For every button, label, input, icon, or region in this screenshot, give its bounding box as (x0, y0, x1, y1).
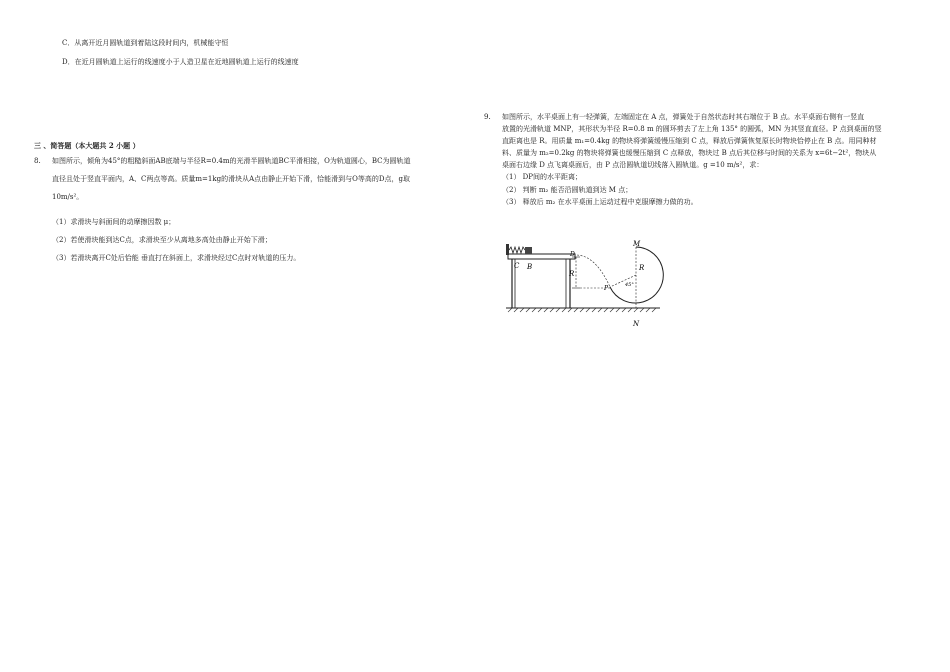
projectile-path (577, 255, 610, 287)
label-d: D (570, 251, 575, 258)
label-m: M (633, 240, 641, 248)
label-r-right: R (639, 264, 645, 272)
q8-number: 8. (34, 157, 41, 165)
option-d: D．在近月圆轨道上运行的线速度小于人造卫星在近地圆轨道上运行的线速度 (62, 58, 299, 66)
q9-sub3: （3） 释放后 m₂ 在水平桌面上运动过程中克服摩擦力做的功。 (502, 197, 698, 206)
section-title: 三 、简答题（本大题共 2 小题 ） (34, 141, 140, 150)
q8-line-2: 直径且处于竖直平面内，A、C两点等高。质量m=1kg的滑块从A点由静止开始下滑，恰能滑到与O等高的D点，g取 (52, 175, 410, 184)
q8-sub3: （3）若滑块离开C处后恰能 垂直打在斜面上，求滑块经过C点时对轨道的压力。 (52, 254, 301, 262)
spring (509, 247, 525, 253)
circular-track (610, 247, 663, 303)
q9-stem (502, 113, 932, 207)
q8-sub2: （2）若使滑块能到达C点，求滑块至少从离地多高处由静止开始下滑； (52, 236, 272, 244)
q9-line-4: 料、质量为 m₂=0.2kg 的物块将弹簧也缓慢压缩到 C 点释放，物块过 B 点后其位移与时间的关系为 x=6t−2t²，物块从 (502, 149, 877, 158)
option-c: C．从离开近月圆轨道到着陆这段时间内，机械能守恒 (62, 39, 229, 47)
q8-stem (52, 157, 472, 202)
label-b: B (527, 263, 533, 271)
q9-line-1: 如图所示，水平桌面上有一轻弹簧，左端固定在 A 点，弹簧处于自然状态时其右端位于 B 点。水平桌面右侧有一竖直 (502, 113, 865, 121)
label-angle: 45° (625, 282, 634, 288)
q8-line-3: 10m/s²。 (52, 193, 84, 202)
table-top (508, 254, 575, 259)
label-c: C (514, 262, 520, 270)
q8-sub1: （1）求滑块与斜面间的动摩擦因数 μ； (52, 218, 176, 226)
q9-number: 9. (484, 113, 491, 121)
label-n: N (633, 320, 640, 328)
label-p: P (604, 285, 609, 292)
block (525, 247, 532, 254)
q9-line-3: 直距离也是 R。用质量 m₁=0.4kg 的物块将弹簧缓慢压缩到 C 点，释放后弹簧恢复原长时物块恰停止在 B 点。用同种材 (502, 137, 877, 146)
spring-wall (506, 244, 509, 255)
q9-sub1: （1） DP间的水平距离； (502, 173, 583, 182)
q9-sub2: （2） 判断 m₂ 能否沿圆轨道到达 M 点； (502, 185, 633, 194)
q9-line-2: 放置的光滑轨道 MNP，其形状为半径 R=0.8 m 的圆环剪去了左上角 135° 的圆弧，MN 为其竖直直径。P 点到桌面的竖 (502, 125, 882, 134)
ground-hatching (508, 308, 656, 312)
q9-line-5: 桌面右边缘 D 点飞离桌面后，由 P 点沿圆轨道切线落入圆轨道。g =10 m/s²，求： (502, 161, 764, 170)
q9-figure (500, 232, 680, 332)
label-r-left: R (569, 270, 575, 278)
q8-line-1: 如图所示，倾角为45°的粗糙斜面AB底端与半径R=0.4m的光滑半圆轨道BC平滑相接，O为轨道圆心，BC为圆轨道 (52, 157, 411, 165)
